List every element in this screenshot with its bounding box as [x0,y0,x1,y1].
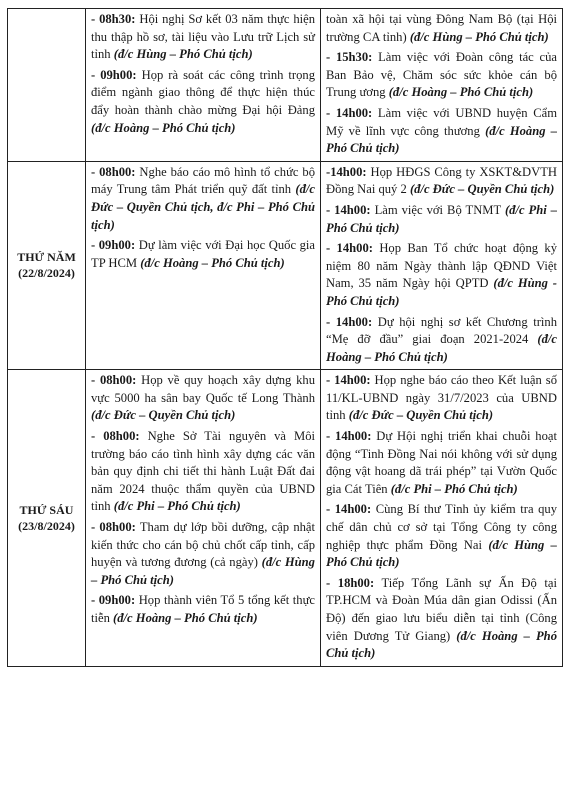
day-cell [8,161,86,370]
item-person: (đ/c Hoàng – Phó Chủ tịch) [326,123,557,156]
list-item [91,372,315,425]
table-row [8,9,563,162]
list-item [326,105,557,158]
item-person: (đ/c Hoàng – Phó Chủ tịch) [326,332,557,364]
item-text: Tiếp Tổng Lãnh sự Ấn Độ tại TP.HCM và Đoàn Múa dân gian Odissi (Ấn Độ) đến giao lưu biểu diễn tại tỉnh (Công viên Dương Tử Giang) [326,575,557,643]
item-time: - 14h00: [326,202,371,217]
list-item [326,314,557,367]
item-person: (đ/c Đức – Quyền Chủ tịch, đ/c Phi – Phó Chủ tịch) [91,182,315,232]
item-text: Họp về quy hoạch xây dựng khu vực 5000 ha sân bay Quốc tế Long Thành [91,373,315,405]
day-cell [8,370,86,667]
item-time: -14h00: [326,164,367,179]
item-person: (đ/c Hoàng – Phó Chủ tịch) [140,255,285,270]
item-text: Dự hội nghị sơ kết Chương trình “Mẹ đỡ đầu” giai đoạn 2021-2024 [326,314,558,347]
list-item [326,575,557,663]
item-text: toàn xã hội tại vùng Đông Nam Bộ (tại Hội trường CA tỉnh) [326,12,557,44]
list-item [326,202,557,237]
list-item [326,501,557,571]
item-time: - 14h00: [326,373,371,388]
item-text: Làm việc với Bộ TNMT [370,202,505,217]
item-person: (đ/c Hoàng – Phó Chủ tịch) [388,85,534,100]
item-person: (đ/c Đức – Quyền Chủ tịch) [409,182,555,197]
afternoon-cell [321,161,563,370]
item-person: (đ/c Phi – Phó Chủ tịch) [326,202,558,235]
item-time: - 09h00: [91,238,136,253]
item-person: (đ/c Hùng – Phó Chủ tịch) [409,29,549,44]
item-person: (đ/c Hùng - Phó Chủ tịch) [326,276,558,308]
list-item [91,428,315,516]
item-time: - 09h00: [91,593,136,608]
table-row [8,370,563,667]
morning-cell [86,9,321,162]
item-text: Họp HĐGS Công ty XSKT&DVTH Đồng Nai quý 2 [326,164,557,197]
list-item [91,11,315,64]
item-person: (đ/c Hoàng – Phó Chủ tịch) [91,120,236,135]
item-time: - 14h00: [326,241,373,256]
list-item [91,592,315,627]
list-item [326,164,557,199]
item-text: Dự làm việc với Đại học Quốc gia TP HCM [91,238,315,270]
list-item [326,372,557,425]
item-person: (đ/c Hoàng – Phó Chủ tịch) [113,611,258,625]
item-text: Nghe Sở Tài nguyên và Môi trường báo cáo tình hình xây dựng các văn bản quy định chi tiết thi hành Luật Đất đai năm 2024 thuộc thẩm quyền của UBND tỉnh [91,429,315,514]
item-time: - 08h00: [91,164,136,179]
item-time: - 08h30: [91,12,136,26]
item-time: - 14h00: [326,314,373,329]
item-time: - 08h00: [91,520,136,535]
item-text: Làm việc với Đoàn công tác của Ban Bảo vệ, Chăm sóc sức khỏe cán bộ Trung ương [326,50,557,100]
list-item [91,164,315,234]
item-text: Họp rà soát các công trình trọng điểm ngành giao thông để thực hiện thúc đẩy hoàn thành chào mừng Đại hội Đảng [91,67,315,117]
item-text: Họp thành viên Tổ 5 tổng kết thực tiễn [91,593,315,625]
item-time: - 15h30: [326,50,373,65]
schedule-body [8,9,563,667]
item-person: (đ/c Hùng – Phó Chủ tịch) [113,47,253,62]
item-text: Hội nghị Sơ kết 03 năm thực hiện thu thập hồ sơ, tài liệu vào Lưu trữ Lịch sử tỉnh [91,12,316,62]
list-item [326,428,557,498]
item-person: (đ/c Đức – Quyền Chủ tịch) [348,408,494,423]
item-time: - 18h00: [326,575,375,590]
day-date: (23/8/2024) [18,518,75,533]
item-time: - 08h00: [91,373,137,388]
afternoon-cell [321,370,563,667]
list-item [326,240,557,310]
morning-cell [86,161,321,370]
table-row [8,161,563,370]
item-person: (đ/c Hoàng – Phó Chủ tịch) [326,628,557,661]
day-name: THỨ SÁU [19,502,74,517]
item-text: Họp Ban Tổ chức hoạt động kỷ niệm 80 năm Ngày thành lập QĐND Việt Nam, 35 năm Ngày hội QPTD [326,241,557,291]
item-text: Dự Hội nghị triển khai chuỗi hoạt động “Tinh Đồng Nai nói không với sử dụng động vật hoang dã trái phép” tại Vườn Quốc gia Cát Tiên [326,429,557,496]
item-person: (đ/c Phi – Phó Chủ tịch) [390,481,518,496]
item-text: Nghe báo cáo mô hình tổ chức bộ máy Trung tâm Phát triển quỹ đất tỉnh [91,164,315,197]
morning-cell [86,370,321,667]
item-text: Cùng Bí thư Tỉnh ủy kiểm tra quy chế dân chủ cơ sở tại Tổng Công ty công nghiệp thực phẩm Đồng Nai [326,502,557,552]
list-item [91,519,315,589]
item-text: Làm việc với UBND huyện Cẩm Mỹ về lĩnh vực công thương [326,105,557,138]
list-item [326,49,557,102]
item-person: (đ/c Đức – Quyền Chủ tịch) [91,408,236,423]
item-text: Tham dự lớp bồi dưỡng, cập nhật kiến thức cho cán bộ chủ chốt cấp tỉnh, cấp huyện và tương đương (cả ngày) [91,520,315,570]
item-person: (đ/c Hùng – Phó Chủ tịch) [91,555,315,587]
item-person: (đ/c Phi – Phó Chủ tịch) [113,499,241,514]
item-text: Họp nghe báo cáo theo Kết luận số 11/KL-UBND ngày 31/7/2023 của UBND tỉnh [326,373,557,423]
day-name: THỨ NĂM [17,250,76,265]
item-time: - 09h00: [91,67,137,82]
day-date: (22/8/2024) [18,266,75,281]
item-time: - 14h00: [326,429,372,444]
list-item [91,237,315,272]
afternoon-cell [321,9,563,162]
schedule-table [7,8,563,667]
item-time: - 08h00: [91,429,140,444]
day-cell [8,9,86,162]
item-time: - 14h00: [326,502,372,517]
item-time: - 14h00: [326,105,373,120]
list-item [326,11,557,46]
item-person: (đ/c Hùng – Phó Chủ tịch) [326,537,557,570]
list-item [91,67,315,137]
